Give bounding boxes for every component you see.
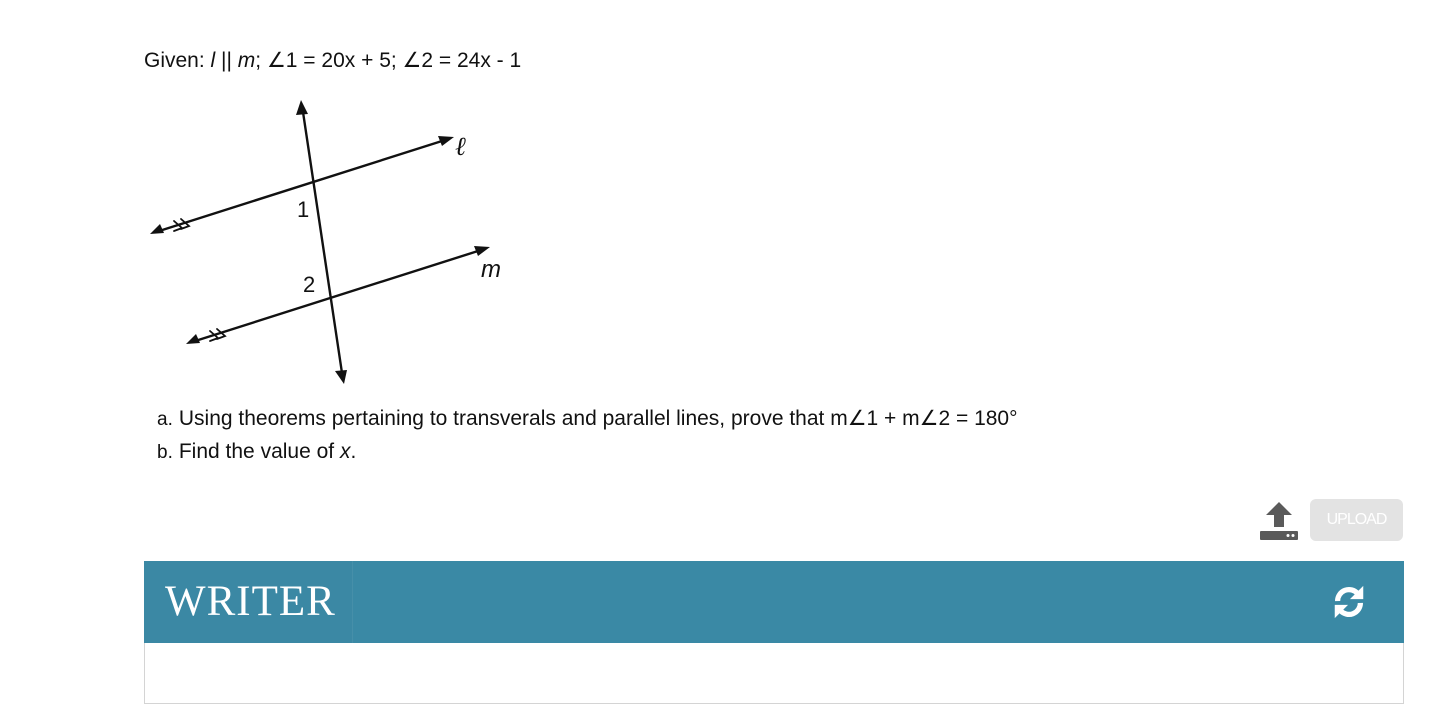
angle-1-label: 1 <box>297 197 310 222</box>
question-b-variable: x <box>339 440 351 463</box>
line-m-arrowhead-right <box>474 246 490 256</box>
question-a-marker: a. <box>157 409 173 430</box>
parallel-symbol: || <box>215 49 238 72</box>
writer-header <box>144 561 1404 643</box>
upload-button[interactable]: UPLOAD <box>1310 499 1403 541</box>
transversal-arrowhead-top <box>296 100 308 115</box>
refresh-icon[interactable] <box>1330 583 1368 621</box>
given-prefix: Given: <box>144 49 211 72</box>
question-b-text-prefix: Find the value of <box>178 440 340 463</box>
transversal-arrowhead-bottom <box>335 370 347 384</box>
angle-2-label: 2 <box>303 272 316 297</box>
question-b-marker: b. <box>157 442 173 463</box>
writer-tab[interactable] <box>144 561 353 643</box>
line-l-name: l <box>210 49 216 72</box>
line-l-label: ℓ <box>455 132 466 162</box>
question-a-text: Using theorems pertaining to transverals and parallel lines, prove that m∠1 + m∠2 = 180° <box>178 407 1018 430</box>
parallel-lines-figure <box>140 95 520 390</box>
writer-editor-area[interactable] <box>144 643 1404 704</box>
question-list <box>157 404 1018 470</box>
problem-given-statement <box>144 47 521 75</box>
transversal-line <box>303 112 342 373</box>
line-m-arrowhead-left <box>186 334 200 344</box>
question-a <box>157 404 1018 437</box>
writer-title: WRITER <box>165 578 336 625</box>
line-l-arrowhead-right <box>438 136 454 146</box>
upload-icon[interactable] <box>1259 502 1299 540</box>
question-b-text-suffix: . <box>350 440 357 463</box>
line-m-label: m <box>481 256 501 283</box>
question-b <box>157 437 1018 470</box>
line-l-arrowhead-left <box>150 224 164 234</box>
angle-conditions: ; ∠1 = 20x + 5; ∠2 = 24x - 1 <box>255 49 522 72</box>
line-m-name: m <box>237 49 256 72</box>
